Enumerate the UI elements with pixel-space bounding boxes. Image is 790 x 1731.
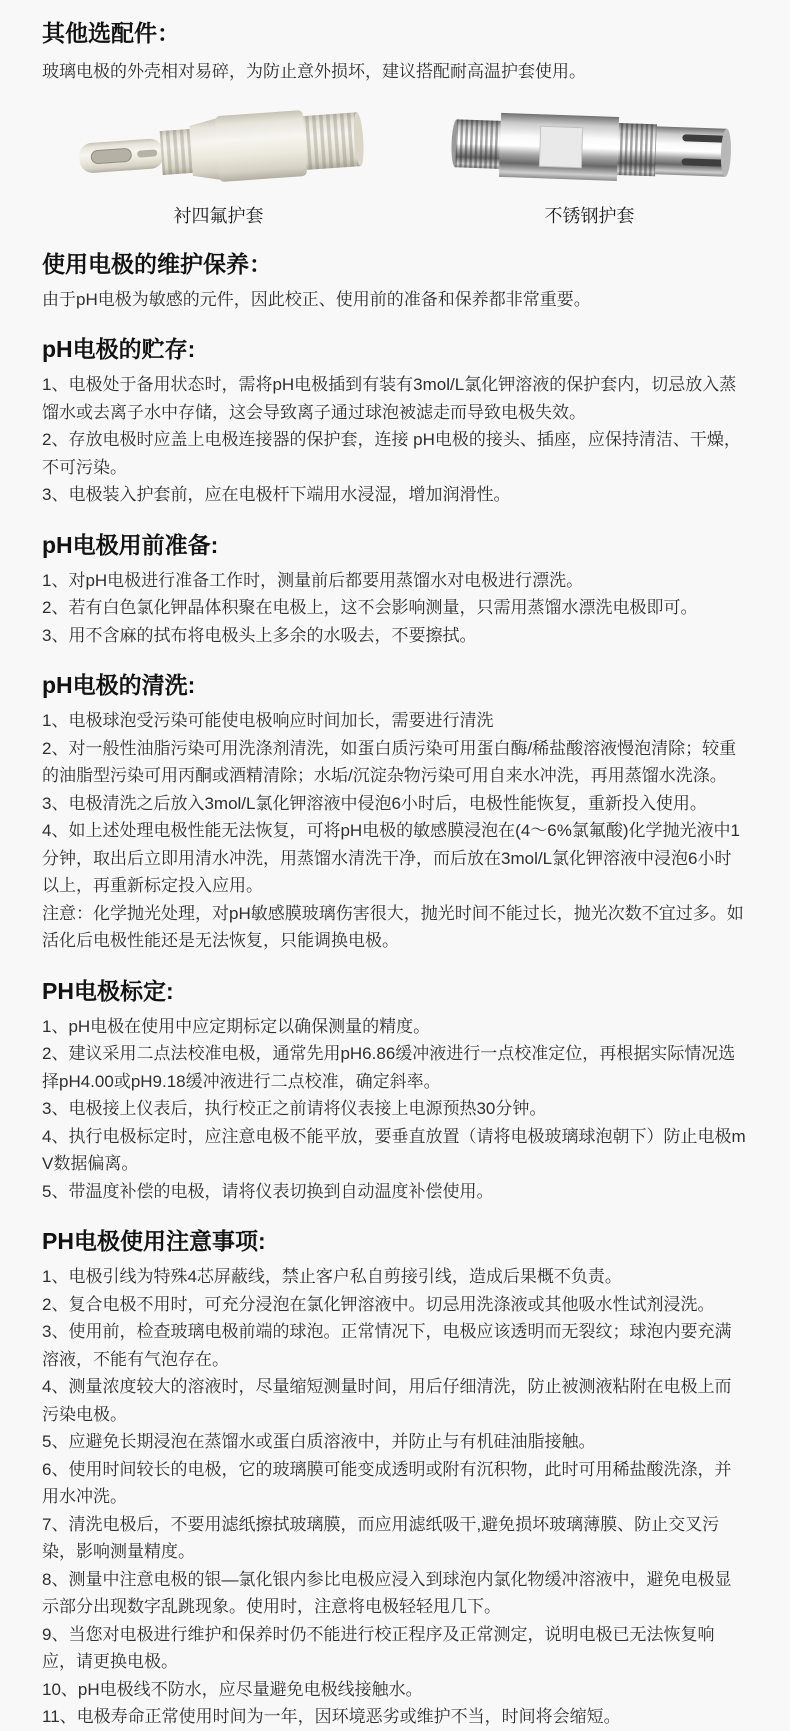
section-heading: pH电极的清洗: xyxy=(42,672,196,698)
section-heading: pH电极的贮存: xyxy=(42,336,196,362)
steel-sleeve-caption: 不锈钢护套 xyxy=(544,205,635,226)
list-item: 2、存放电极时应盖上电极连接器的保护套，连接 pH电极的接头、插座，应保持清洁、干燥，不可污染。 xyxy=(42,430,741,477)
section-storage xyxy=(42,334,748,509)
list-item: 1、电极球泡受污染可能使电极响应时间加长，需要进行清洗 xyxy=(42,711,494,730)
accessory-figures-row xyxy=(42,100,748,228)
ptfe-sleeve-caption: 衬四氟护套 xyxy=(173,205,264,226)
list-item: 4、测量浓度较大的溶液时，尽量缩短测量时间，用后仔细清洗，防止被测液粘附在电极上而污染电极。 xyxy=(42,1377,732,1424)
list-item: 11、电极寿命正常使用时间为一年，因环境恶劣或维护不当，时间将会缩短。 xyxy=(42,1707,621,1726)
list-item: 3、电极接上仪表后，执行校正之前请将仪表接上电源预热30分钟。 xyxy=(42,1099,547,1118)
page-title: 其他选配件： xyxy=(42,20,180,46)
section-precautions xyxy=(42,1226,748,1731)
section-heading: pH电极用前准备: xyxy=(42,531,219,558)
section-calibration xyxy=(42,976,748,1206)
steel-sleeve-photo-frame xyxy=(440,100,740,196)
section-maintenance-overview xyxy=(42,249,748,314)
list-item: 6、使用时间较长的电极，它的玻璃膜可能变成透明或附有沉积物，此时可用稀盐酸洗涤，并用水冲洗。 xyxy=(42,1459,732,1506)
section-cleaning xyxy=(42,670,748,955)
section-preparation xyxy=(42,530,748,650)
list-item: 2、复合电极不用时，可充分浸泡在氯化钾溶液中。切忌用洗涤液或其他吸水性试剂浸洗。 xyxy=(42,1294,715,1314)
list-item: 1、电极处于备用状态时，需将pH电极插到有装有3mol/L氯化钾溶液的保护套内，切忌放入蒸馏水或去离子水中存储，这会导致离子通过球泡被滤走而导致电极失效。 xyxy=(42,375,737,422)
list-item: 7、清洗电极后，不要用滤纸擦拭玻璃膜，而应用滤纸吸干,避免损坏玻璃薄膜、防止交叉污染，影响测量精度。 xyxy=(42,1514,720,1561)
list-item: 3、电极装入护套前，应在电极杆下端用水浸湿，增加润滑性。 xyxy=(42,485,511,504)
list-item: 1、电极引线为特殊4芯屏蔽线，禁止客户私自剪接引线，造成后果概不负责。 xyxy=(42,1267,622,1286)
list-item: 3、用不含麻的拭布将电极头上多余的水吸去，不要擦拭。 xyxy=(42,625,477,645)
steel-sleeve-figure xyxy=(440,100,740,228)
ptfe-sleeve-figure xyxy=(69,100,369,228)
intro-paragraph: 玻璃电极的外壳相对易碎，为防止意外损坏，建议搭配耐高温护套使用。 xyxy=(42,62,586,81)
list-item: 1、对pH电极进行准备工作时，测量前后都要用蒸馏水对电极进行漂洗。 xyxy=(42,570,584,590)
section-heading: 使用电极的维护保养： xyxy=(42,250,272,277)
section-heading: PH电极使用注意事项: xyxy=(42,1228,266,1254)
stainless-steel-sleeve-photo xyxy=(438,97,741,197)
list-item: 2、对一般性油脂污染可用洗涤剂清洗，如蛋白质污染可用蛋白酶/稀盐酸溶液慢泡清除；较重的油脂型污染可用丙酮或酒精清除；水垢/沉淀杂物污染可用自来水冲洗，再用蒸馏水洗涤。 xyxy=(42,738,737,785)
ptfe-sleeve-photo-frame xyxy=(69,100,369,196)
note-paragraph: 注意：化学抛光处理，对pH敏感膜玻璃伤害很大，抛光时间不能过长，抛光次数不宜过多。如活化后电极性能还是无法恢复，只能调换电极。 xyxy=(42,903,744,950)
list-item: 3、电极清洗之后放入3mol/L氯化钾溶液中侵泡6小时后，电极性能恢复，重新投入使用。 xyxy=(42,793,707,813)
list-item: 2、建议采用二点法校准电极，通常先用pH6.86缓冲液进行一点校准定位，再根据实际情况选择pH4.00或pH9.18缓冲液进行二点校准，确定斜率。 xyxy=(42,1044,736,1091)
list-item: 9、当您对电极进行维护和保养时仍不能进行校正程序及正常测定，说明电极已无法恢复响应，请更换电极。 xyxy=(42,1624,715,1671)
list-item: 5、应避免长期浸泡在蒸馏水或蛋白质溶液中，并防止与有机硅油脂接触。 xyxy=(42,1432,596,1451)
section-heading: PH电极标定: xyxy=(42,977,174,1004)
list-item: 10、pH电极线不防水，应尽量避免电极线接触水。 xyxy=(42,1679,423,1699)
list-item: 5、带温度补偿的电极，请将仪表切换到自动温度补偿使用。 xyxy=(42,1181,494,1201)
ptfe-sleeve-photo xyxy=(66,89,372,206)
list-item: 4、执行电极标定时，应注意电极不能平放，要垂直放置（请将电极玻璃球泡朝下）防止电极mV数据偏离。 xyxy=(42,1126,746,1173)
steel-sleeve-column xyxy=(413,100,766,228)
list-item: 1、pH电极在使用中应定期标定以确保测量的精度。 xyxy=(42,1016,431,1036)
list-item: 2、若有白色氯化钾晶体积聚在电极上，这不会影响测量，只需用蒸馏水漂洗电极即可。 xyxy=(42,598,698,617)
paragraph: 由于pH电极为敏感的元件，因此校正、使用前的准备和保养都非常重要。 xyxy=(42,289,591,309)
ptfe-sleeve-column xyxy=(42,100,395,228)
list-item: 4、如上述处理电极性能无法恢复，可将pH电极的敏感膜浸泡在(4～6%氯氟酸)化学抛光液中1分钟，取出后立即用清水冲洗，用蒸馏水清洗干净，而后放在3mol/L氯化钾溶液中浸泡6小时以上，再重新标定投入应用。 xyxy=(42,821,740,895)
list-item: 8、测量中注意电极的银—氯化银内参比电极应浸入到球泡内氯化物缓冲溶液中，避免电极显示部分出现数字乱跳现象。使用时，注意将电极轻轻甩几下。 xyxy=(42,1569,732,1616)
list-item: 3、使用前，检查玻璃电极前端的球泡。正常情况下，电极应该透明而无裂纹；球泡内要充满溶液，不能有气泡存在。 xyxy=(42,1322,732,1369)
